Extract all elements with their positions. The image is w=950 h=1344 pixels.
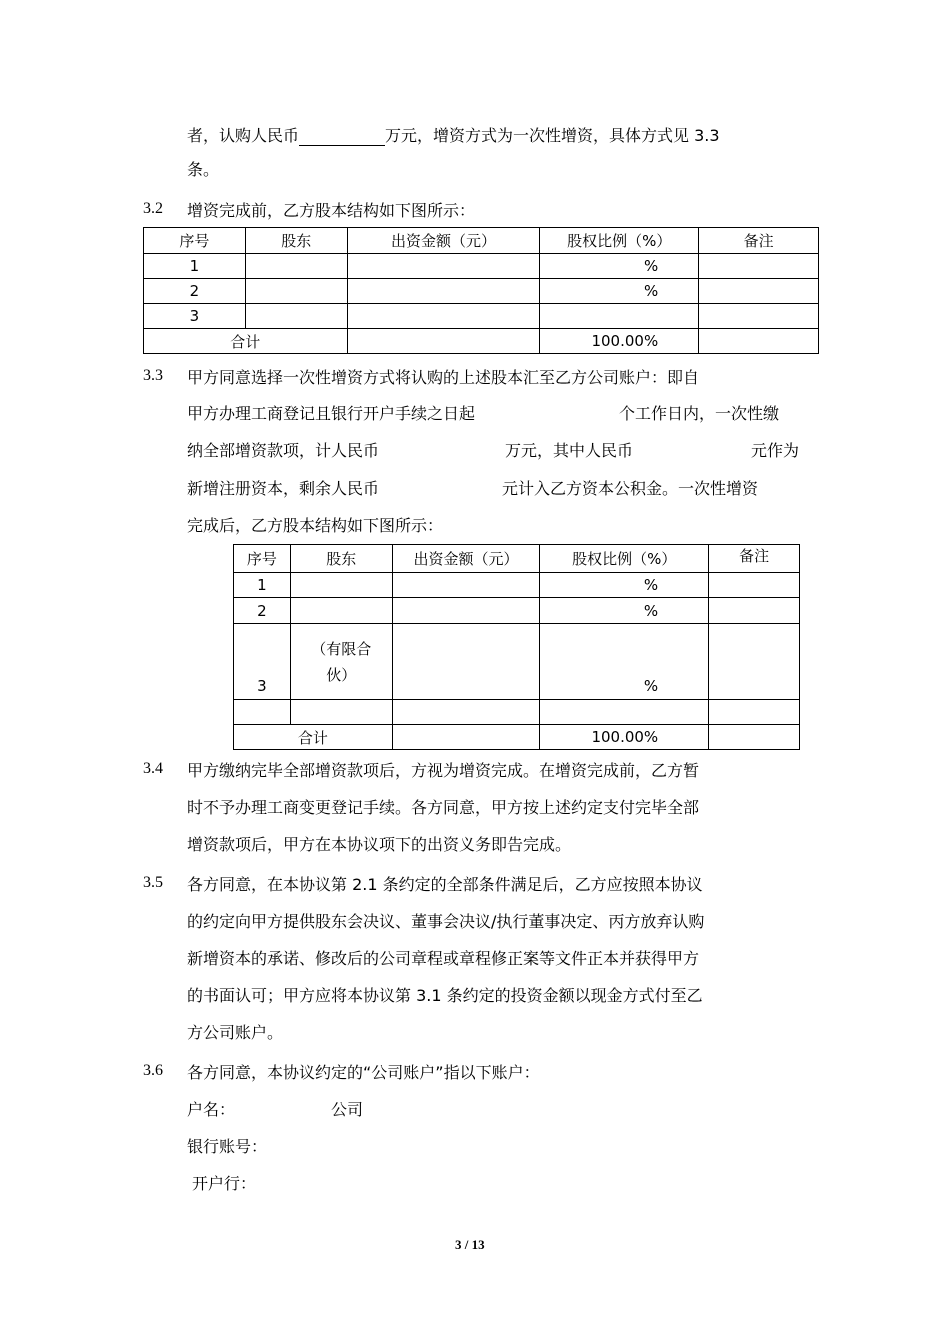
table-row — [234, 700, 800, 725]
section-3-5-line-4: 的书面认可；甲方应将本协议第 3.1 条约定的投资金额以现金方式付至乙 — [187, 986, 703, 1005]
row-amount[interactable] — [347, 254, 540, 279]
total-label: 合计 — [144, 329, 348, 354]
section-3-3-line-3c: 元作为 — [751, 441, 800, 460]
section-3-5-line-3: 新增资本的承诺、修改后的公司章程或章程修正案等文件正本并获得甲方 — [187, 949, 700, 968]
row-shareholder-empty[interactable] — [290, 700, 392, 725]
row-ratio[interactable]: % — [540, 573, 709, 598]
row-no: 3 — [234, 624, 291, 700]
table-row — [144, 254, 819, 279]
account-name-value[interactable]: 公司 — [331, 1100, 364, 1119]
row-note[interactable] — [699, 304, 819, 329]
section-3-3-line-5: 完成后，乙方股本结构如下图所示： — [187, 516, 444, 535]
row-shareholder[interactable] — [245, 304, 347, 329]
table-header-row — [144, 228, 819, 254]
table-row — [144, 279, 819, 304]
structure-table-before — [143, 227, 819, 354]
row-ratio[interactable] — [540, 304, 699, 329]
row-note[interactable] — [709, 573, 800, 598]
row-amount[interactable] — [392, 598, 540, 624]
section-3-4-line-1: 甲方缴纳完毕全部增资款项后，方视为增资完成。在增资完成前，乙方暂 — [187, 761, 700, 780]
row-amount[interactable] — [392, 624, 540, 700]
table-row — [234, 624, 800, 700]
section-3-5-line-2: 的约定向甲方提供股东会决议、董事会决议/执行董事决定、丙方放弃认购 — [187, 912, 705, 931]
total-note[interactable] — [699, 329, 819, 354]
account-number-label: 银行账号： — [187, 1137, 268, 1156]
row-ratio[interactable]: % — [540, 624, 709, 700]
section-3-3-line-1: 甲方同意选择一次性增资方式将认购的上述股本汇至乙方公司账户：即自 — [187, 368, 700, 387]
total-label: 合计 — [234, 725, 393, 750]
section-3-4-line-3: 增资款项后，甲方在本协议项下的出资义务即告完成。 — [187, 835, 572, 854]
row-shareholder[interactable] — [245, 254, 347, 279]
row-no-empty — [234, 700, 291, 725]
section-3-2-text: 增资完成前，乙方股本结构如下图所示： — [187, 201, 476, 220]
continuation-line-2: 条。 — [187, 160, 220, 179]
section-3-5-line-5: 方公司账户。 — [187, 1023, 284, 1042]
header-no: 序号 — [234, 545, 291, 573]
row-ratio[interactable]: % — [540, 254, 699, 279]
structure-table-after — [233, 544, 800, 750]
row-note[interactable] — [699, 254, 819, 279]
header-ratio: 股权比例（%） — [540, 228, 699, 254]
section-3-5-line-1: 各方同意，在本协议第 2.1 条约定的全部条件满足后，乙方应按照本协议 — [187, 875, 703, 894]
section-number-3-2: 3.2 — [143, 200, 163, 217]
table-total-row — [234, 725, 800, 750]
total-amount[interactable] — [392, 725, 540, 750]
section-number-3-4: 3.4 — [143, 760, 163, 777]
section-3-3-line-3a: 纳全部增资款项，计人民币 — [187, 441, 380, 460]
row-note[interactable] — [709, 624, 800, 700]
header-amount: 出资金额（元） — [392, 545, 540, 573]
row-note-empty[interactable] — [709, 700, 800, 725]
row-amount[interactable] — [347, 304, 540, 329]
section-3-3-line-2b: 个工作日内，一次性缴 — [619, 404, 780, 423]
section-number-3-5: 3.5 — [143, 874, 163, 891]
section-3-6-text: 各方同意，本协议约定的“公司账户”指以下账户： — [187, 1063, 540, 1082]
bank-label: 开户行： — [192, 1174, 257, 1193]
row-ratio-empty[interactable] — [540, 700, 709, 725]
section-3-4-line-2: 时不予办理工商变更登记手续。各方同意，甲方按上述约定支付完毕全部 — [187, 798, 700, 817]
header-shareholder: 股东 — [290, 545, 392, 573]
header-amount: 出资金额（元） — [347, 228, 540, 254]
section-number-3-3: 3.3 — [143, 367, 163, 384]
total-ratio: 100.00% — [540, 329, 699, 354]
header-ratio: 股权比例（%） — [540, 545, 709, 573]
row-ratio[interactable]: % — [540, 598, 709, 624]
row-shareholder[interactable]: （有限合伙） — [290, 624, 392, 700]
section-3-3-line-4b: 元计入乙方资本公积金。一次性增资 — [502, 479, 759, 498]
row-amount[interactable] — [392, 573, 540, 598]
row-note[interactable] — [709, 598, 800, 624]
header-note: 备注 — [699, 228, 819, 254]
row-no: 1 — [234, 573, 291, 598]
amount-blank[interactable] — [299, 127, 385, 146]
row-ratio[interactable]: % — [540, 279, 699, 304]
continuation-line-1: 者，认购人民币 万元，增资方式为一次性增资，具体方式见 3.3 — [187, 126, 720, 145]
row-note[interactable] — [699, 279, 819, 304]
row-amount-empty[interactable] — [392, 700, 540, 725]
row-no: 1 — [144, 254, 246, 279]
row-no: 3 — [144, 304, 246, 329]
header-no: 序号 — [144, 228, 246, 254]
row-shareholder[interactable] — [290, 573, 392, 598]
section-3-3-line-2a: 甲方办理工商登记且银行开户手续之日起 — [187, 404, 476, 423]
section-number-3-6: 3.6 — [143, 1062, 163, 1079]
total-note[interactable] — [709, 725, 800, 750]
table-header-row — [234, 545, 800, 573]
row-shareholder[interactable] — [290, 598, 392, 624]
row-no: 2 — [234, 598, 291, 624]
table-row — [144, 304, 819, 329]
row-shareholder[interactable] — [245, 279, 347, 304]
table-row — [234, 573, 800, 598]
row-amount[interactable] — [347, 279, 540, 304]
table-total-row — [144, 329, 819, 354]
header-note: 备注 — [709, 545, 800, 573]
header-shareholder: 股东 — [245, 228, 347, 254]
page-number: 3 / 13 — [455, 1237, 485, 1252]
section-3-3-line-4a: 新增注册资本，剩余人民币 — [187, 479, 380, 498]
section-3-3-line-3b: 万元，其中人民币 — [505, 441, 634, 460]
total-amount[interactable] — [347, 329, 540, 354]
row-no: 2 — [144, 279, 246, 304]
account-name-label: 户名： — [187, 1100, 236, 1119]
total-ratio: 100.00% — [540, 725, 709, 750]
table-row — [234, 598, 800, 624]
